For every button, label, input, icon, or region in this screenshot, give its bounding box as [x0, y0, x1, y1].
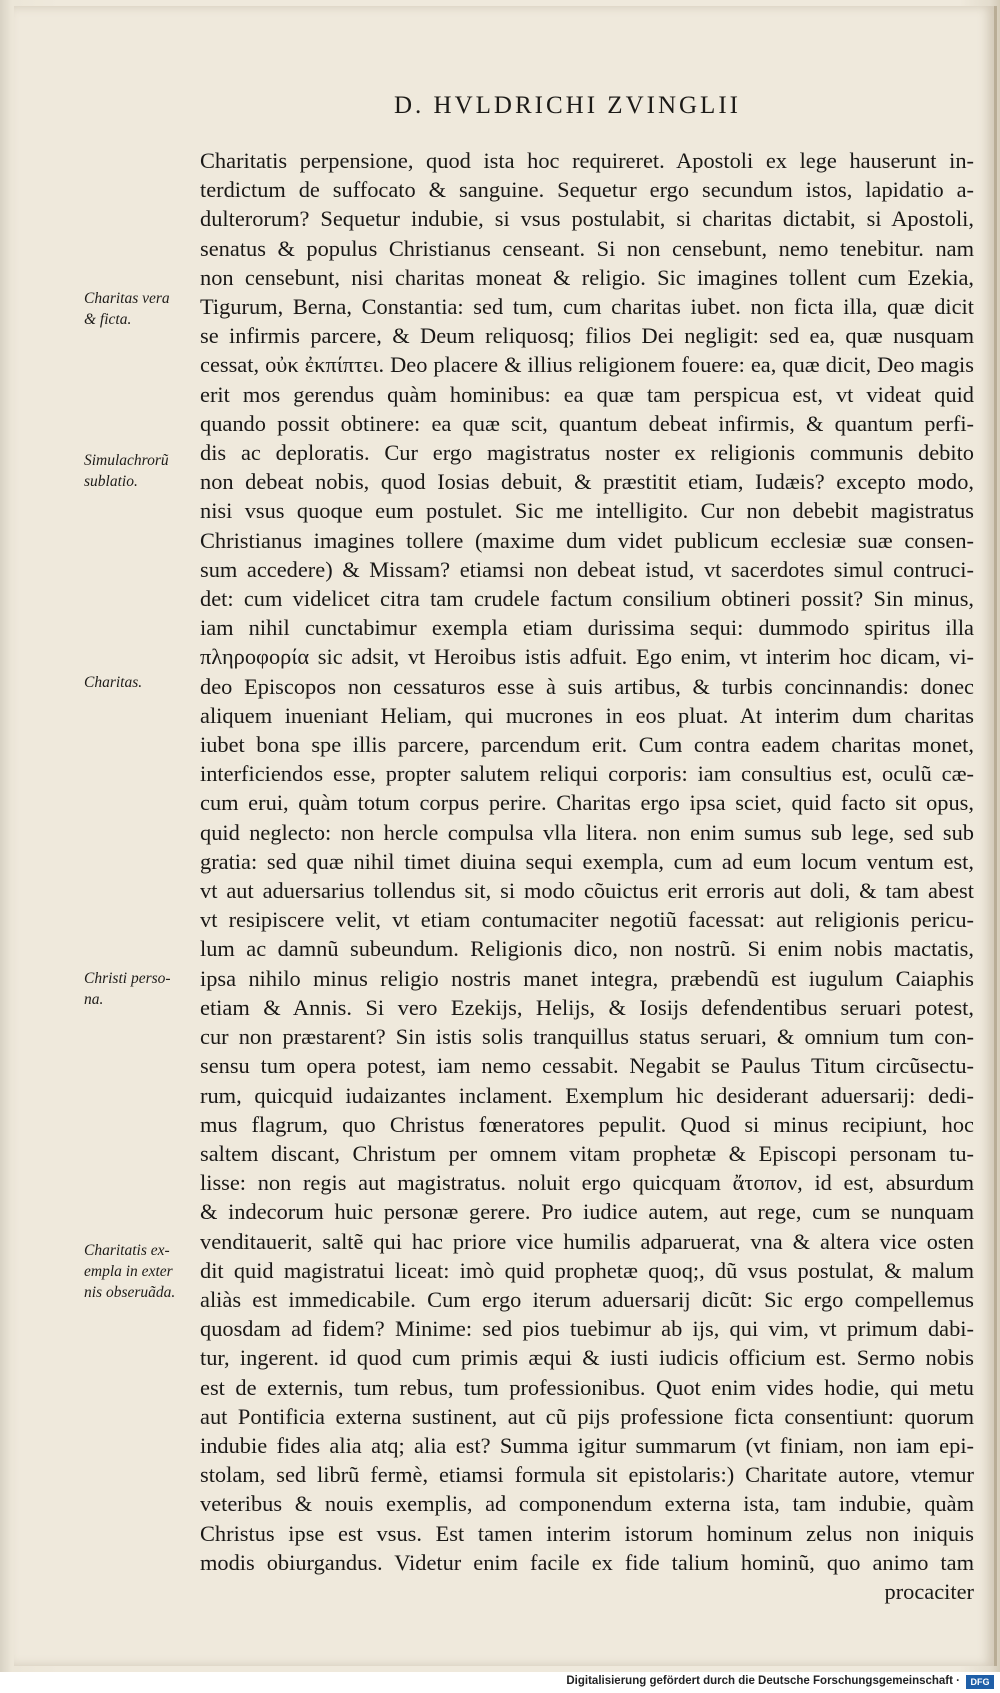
margin-note — [84, 1240, 196, 1303]
text-line: aut Pontificia externa sustinent, aut cũ pijs professione ficta consentiunt: quorum — [200, 1403, 974, 1429]
text-line: lum ac damnũ subeundum. Religionis dico, non nostrũ. Si enim nobis mactatis, — [200, 936, 974, 962]
text-line: tur, ingerent. id quod cum primis æqui & iusti iudicis officium est. Sermo nobis — [200, 1345, 974, 1371]
text-line: sum accedere) & Missam? etiamsi non debeat istud, vt sacerdotes simul contruci- — [200, 556, 974, 582]
text-line: interficiendos esse, propter salutem reliqui corporis: iam consultius est, oculũ cæ- — [200, 761, 974, 787]
text-line: venditauerit, saltẽ qui hac priore vice humilis adparuerat, vna & altera vice osten — [200, 1228, 974, 1254]
text-line: dit quid magistratui liceat: imò quid prophetæ quoq;, dũ vsus postulat, & malum — [200, 1257, 974, 1283]
margin-note-line: na. — [84, 991, 104, 1008]
book-page — [14, 6, 997, 1666]
text-line: πληροφορία sic adsit, vt Heroibus istis adfuit. Ego enim, vt interim hoc dicam, vi- — [200, 644, 974, 670]
text-line: vt aut aduersarius tollendus sit, si modo cõuictus erit erroris aut doli, & tam abest — [200, 878, 974, 904]
text-line: etiam & Annis. Si vero Ezekijs, Helijs, & Iosijs defendentibus seruari potest, — [200, 994, 974, 1020]
text-line: nisi vsus quoque eum postulet. Sic me intelligito. Cur non debebit magistratus — [200, 498, 974, 524]
footer-bar — [0, 1672, 1000, 1693]
margin-note-line: Simulachrorũ — [84, 452, 169, 469]
text-line: non censebunt, nisi charitas moneat & religio. Sic imagines tollent cum Ezekia, — [200, 264, 974, 290]
dfg-logo: DFG — [966, 1675, 994, 1689]
text-line: det: cum videlicet citra tam crudele factum consilium obtineri possit? Sin minus, — [200, 586, 974, 612]
text-line: quid neglecto: non hercle compulsa vlla litera. non enim sumus sub lege, sed sub — [200, 819, 974, 845]
margin-note-line: Christi perso- — [84, 970, 171, 987]
text-line: erit mos gerendus quàm hominibus: ea quæ tam perspicua est, vt videat quid — [200, 381, 974, 407]
text-line: vt resipiscere velit, vt etiam contumaciter negotiũ facessat: aut religionis pericu- — [200, 907, 974, 933]
text-line: dulterorum? Sequetur indubie, si vsus postulabit, si charitas dictabit, si Apostoli, — [200, 206, 974, 232]
text-line: se infirmis parcere, & Deum reliquosq; filios Dei negligit: sed ea, quæ nusquam — [200, 323, 974, 349]
text-line: & indecorum huic personæ gerere. Pro iudice autem, aut rege, cum se nunquam — [200, 1199, 974, 1225]
text-line: deo Episcopos non cessaturos esse à suis artibus, & turbis concinnandis: donec — [200, 673, 974, 699]
text-line: gratia: sed quæ nihil timet diuina sequi exempla, cum ad eum locum ventum est, — [200, 848, 974, 874]
text-line: saltem discant, Christum per omnem vitam prophetæ & Episcopi personam tu- — [200, 1140, 974, 1166]
text-line: indubie fides alia atq; alia est? Summa igitur summarum (vt finiam, non iam epi- — [200, 1432, 974, 1458]
margin-note — [84, 450, 196, 492]
running-head: D. HVLDRICHI ZVINGLII — [394, 92, 741, 119]
text-line: iubet bona spe illis parcere, parcendum erit. Cum contra eadem charitas monet, — [200, 732, 974, 758]
text-line: aliàs est immedicabile. Cum ergo iterum aduersarij dicũt: Sic ergo compellemus — [200, 1286, 974, 1312]
body-text — [200, 146, 974, 1606]
margin-note-line: Charitatis ex- — [84, 1242, 170, 1259]
text-line: Tigurum, Berna, Constantia: sed tum, cum charitas iubet. non ficta illa, quæ dicit — [200, 294, 974, 320]
text-line: Christianus imagines tollere (maxime dum videt publicum ecclesiæ suæ consen- — [200, 527, 974, 553]
text-line: iam nihil cunctabimur exempla etiam durissima sequi: dummodo spiritus illa — [200, 615, 974, 641]
margin-note-line: nis obseruãda. — [84, 1284, 176, 1301]
margin-note — [84, 672, 196, 693]
text-line: cum erui, quàm totum corpus perire. Charitas ergo ipsa sciet, quid facto sit opus, — [200, 790, 974, 816]
text-line: est de externis, tum rebus, tum professionibus. Quot enim vides hodie, qui metu — [200, 1374, 974, 1400]
text-line: mus flagrum, quo Christus fœneratores pepulit. Quod si minus recipiunt, hoc — [200, 1111, 974, 1137]
text-line: non debeat nobis, quod Iosias debuit, & præstitit etiam, Iudæis? excepto modo, — [200, 469, 974, 495]
text-line: terdictum de suffocato & sanguine. Sequetur ergo secundum istos, lapidatio a- — [200, 177, 974, 203]
margin-note-line: & ficta. — [84, 311, 132, 328]
margin-note-line: Charitas vera — [84, 290, 170, 307]
text-line: rum, quicquid iudaizantes inclament. Exemplum hic desiderant aduersarij: dedi- — [200, 1082, 974, 1108]
margin-note-line: Charitas. — [84, 674, 143, 691]
text-line: cur non præstarent? Sin istis solis tranquillus status seruari, & omnium tum con- — [200, 1024, 974, 1050]
text-line: quosdam ad fidem? Minime: sed pios tuebimur ab ijs, qui vim, vt primum dabi- — [200, 1316, 974, 1342]
text-line: stolam, sed librũ fermè, etiamsi formula sit epistolaris:) Charitate autore, vtemur — [200, 1462, 974, 1488]
margin-note-line: empla in exter — [84, 1263, 173, 1280]
text-line: senatus & populus Christianus censeant. Si non censebunt, nemo tenebitur. nam — [200, 235, 974, 261]
text-line: modis obiurgandus. Videtur enim facile ex fide talium hominũ, quo animo tam — [200, 1549, 974, 1575]
text-line: lisse: non regis aut magistratus. noluit ergo quicquam ἄτοπον, id est, absurdum — [200, 1170, 974, 1196]
catchword: procaciter — [884, 1578, 974, 1604]
text-line: aliquem inueniant Heliam, qui mucrones in eos pluat. At interim dum charitas — [200, 702, 974, 728]
text-line: veteribus & nouis exemplis, ad componendum externa ista, tam indubie, quàm — [200, 1491, 974, 1517]
text-line: dis ac deploratis. Cur ergo magistratus noster ex religionis communis debito — [200, 440, 974, 466]
funding-credit: Digitalisierung gefördert durch die Deutsche Forschungsgemeinschaft · — [566, 1675, 960, 1687]
text-line: Charitatis perpensione, quod ista hoc requireret. Apostoli ex lege hauserunt in- — [200, 148, 974, 173]
text-line: sensu tum opera potest, iam nemo cessabit. Negabit se Paulus Titum circũsectu- — [200, 1053, 974, 1079]
margin-note — [84, 968, 196, 1010]
text-line: Christus ipse est vsus. Est tamen interim istorum hominum zelus non iniquis — [200, 1520, 974, 1546]
text-line: quando possit obtinere: ea quæ scit, quantum debeat infirmis, & quantum perfi- — [200, 410, 974, 436]
margin-note — [84, 288, 196, 330]
margin-note-line: sublatio. — [84, 473, 138, 490]
text-line: cessat, οὐκ ἐκπίπτει. Deo placere & illius religionem fouere: ea, quæ dicit, Deo magis — [200, 352, 974, 378]
text-line: ipsa nihilo minus religio nostris manet integra, præbendũ est iugulum Caiaphis — [200, 965, 974, 991]
